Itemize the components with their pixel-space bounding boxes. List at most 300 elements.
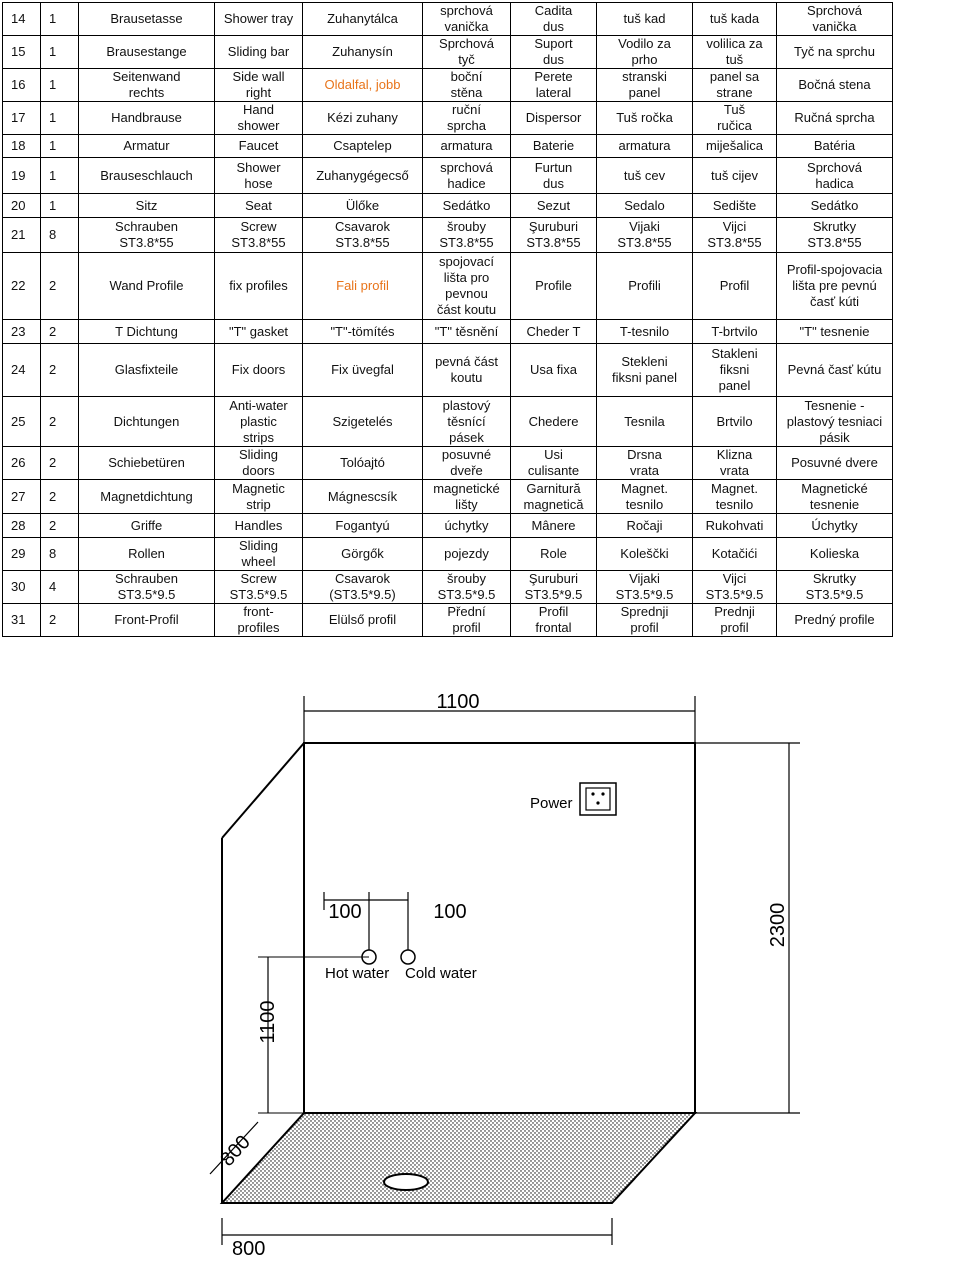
cell-text-line: Şuruburi [528, 219, 579, 234]
cell-text-line: sprcha [446, 118, 487, 133]
table-row [3, 447, 893, 480]
table-cell [597, 480, 693, 514]
cell-text-line: frontal [535, 620, 572, 635]
table-cell [303, 135, 423, 158]
table-cell [777, 253, 893, 320]
cell-text-line: Kotačići [711, 546, 758, 561]
table-cell [597, 135, 693, 158]
cell-text-line: tesnilo [715, 496, 754, 512]
cell-text-line: Dispersor [525, 110, 582, 125]
table-cell [423, 397, 511, 447]
table-cell [79, 102, 215, 135]
cell-text-line: Stekleni [621, 354, 668, 369]
cell-text-line: Shower tray [223, 11, 294, 26]
table-row [3, 320, 893, 344]
cell-text-line: "T" těsnění [434, 323, 499, 339]
cell-text-line: Shower [236, 159, 281, 175]
cell-text-line: Magnet. [621, 480, 668, 496]
cell-text-line: tuš kad [623, 11, 666, 26]
cell-text-line: 18 [11, 138, 26, 153]
cell-text-line: Magnetic [232, 480, 285, 496]
cell-text-line: 2 [49, 413, 57, 429]
table-cell [41, 480, 79, 514]
table-row [3, 135, 893, 158]
table-cell [3, 69, 41, 102]
cell-text-line: 29 [11, 546, 26, 561]
table-cell [597, 253, 693, 320]
cell-text-line: 1 [49, 11, 57, 26]
table-cell [79, 3, 215, 36]
cell-text-line: Fogantyú [335, 517, 390, 533]
table-cell [79, 538, 215, 571]
table-cell [41, 514, 79, 538]
cell-text-line: panel [628, 85, 661, 100]
table-cell [597, 344, 693, 397]
table-cell [777, 604, 893, 637]
table-cell [597, 102, 693, 135]
table-cell [3, 253, 41, 320]
cell-text-line: Ülőke [345, 197, 380, 213]
table-cell [777, 69, 893, 102]
table-cell [693, 135, 777, 158]
cell-text-line: Sedátko [810, 197, 859, 213]
cell-text-line: šrouby [446, 219, 487, 234]
cell-text-line: Drsna [627, 447, 662, 462]
cell-text-line: koutu [450, 370, 483, 385]
table-cell [215, 538, 303, 571]
cell-text-line: plastový tesniaci [786, 413, 883, 429]
cell-text-line: ruční [452, 102, 481, 117]
cell-text-line: ST3.8*55 [231, 235, 286, 250]
cell-text-line: profiles [237, 620, 280, 635]
table-cell [303, 571, 423, 604]
table-cell [423, 158, 511, 194]
table-cell [3, 3, 41, 36]
cell-text-line: 2 [49, 488, 57, 504]
table-cell [423, 514, 511, 538]
cell-text-line: profil [452, 620, 481, 635]
table-cell [3, 194, 41, 218]
cell-text-line: tuš cijev [711, 167, 758, 183]
table-cell [3, 135, 41, 158]
cell-text-line: Vijci [722, 219, 747, 234]
table-cell [41, 447, 79, 480]
cell-text-line: dus [543, 19, 564, 34]
table-cell [303, 194, 423, 218]
cell-text-line: Şuruburi [528, 571, 579, 586]
table-cell [3, 344, 41, 397]
cell-text-line: lišta pre pevnú [792, 278, 877, 293]
table-cell [41, 253, 79, 320]
cell-text-line: ST3.8*55 [707, 235, 762, 250]
cell-text-line: Koleščki [620, 546, 669, 561]
table-cell [597, 571, 693, 604]
cell-text-line: lateral [535, 85, 572, 100]
cell-text-line: armatura [440, 138, 493, 153]
cell-text-line: 2 [49, 278, 57, 293]
cell-text-line: vanička [812, 19, 857, 34]
table-cell [41, 344, 79, 397]
cell-text-line: vrata [720, 463, 749, 478]
cell-text-line: shower [237, 118, 280, 133]
socket-pin [596, 801, 599, 804]
table-cell [3, 538, 41, 571]
cell-text-line: hadica [815, 175, 854, 191]
cell-text-line: 23 [11, 323, 26, 339]
cell-text-line: Usi [544, 447, 563, 462]
cell-text-line: pásik [819, 429, 850, 445]
cell-text-line: tuš [725, 52, 744, 67]
table-cell [511, 69, 597, 102]
cell-text-line: Profil [538, 604, 569, 619]
cell-text-line: Přední [447, 604, 486, 619]
cell-text-line: Sprednji [620, 604, 669, 619]
cell-text-line: časť kúti [810, 294, 859, 309]
cell-text-line: Baterie [532, 138, 575, 153]
table-cell [303, 514, 423, 538]
table-cell [41, 69, 79, 102]
cell-text-line: Zuhanygégecső [316, 167, 409, 183]
cell-text-line: Brtvilo [716, 413, 753, 429]
cell-text-line: 2 [49, 455, 57, 470]
cell-text-line: Cadita [534, 3, 573, 18]
cell-text-line: Sprchová [807, 159, 862, 175]
cell-text-line: T-tesnilo [619, 323, 670, 339]
table-cell [3, 218, 41, 253]
table-cell [303, 36, 423, 69]
table-cell [215, 514, 303, 538]
cell-text-line: Anti-water [229, 397, 288, 413]
table-row [3, 36, 893, 69]
cell-text-line: Sedalo [624, 197, 665, 213]
table-cell [303, 69, 423, 102]
table-cell [215, 135, 303, 158]
table-cell [423, 36, 511, 69]
cell-text-line: 31 [11, 612, 26, 627]
cell-text-line: Zuhanytálca [327, 11, 398, 26]
cell-text-line: dus [543, 52, 564, 67]
table-cell [423, 571, 511, 604]
cell-text-line: Cheder T [526, 323, 581, 339]
cell-text-line: ST3.5*9.5 [615, 587, 674, 602]
table-cell [41, 604, 79, 637]
table-cell [777, 571, 893, 604]
table-row [3, 604, 893, 637]
cell-text-line: ST3.5*9.5 [524, 587, 583, 602]
table-cell [215, 69, 303, 102]
table-cell [597, 3, 693, 36]
table-cell [79, 194, 215, 218]
table-cell [511, 447, 597, 480]
cell-text-line: Seitenwand [112, 69, 181, 84]
cell-text-line: Brauseschlauch [100, 167, 193, 183]
table-cell [693, 571, 777, 604]
table-cell [303, 102, 423, 135]
table-cell [41, 538, 79, 571]
table-row [3, 344, 893, 397]
table-cell [215, 320, 303, 344]
cell-text-line: Schrauben [115, 571, 178, 586]
cell-text-line: pevnou [445, 286, 488, 301]
table-cell [693, 36, 777, 69]
cell-text-line: ST3.5*9.5 [805, 587, 864, 602]
cell-text-line: profil [720, 620, 749, 635]
cell-text-line: stěna [450, 85, 483, 100]
cell-text-line: Front-Profil [114, 612, 179, 627]
table-cell [511, 514, 597, 538]
table-cell [3, 604, 41, 637]
table-cell [693, 514, 777, 538]
cell-text-line: Role [540, 546, 567, 561]
table-cell [693, 320, 777, 344]
cell-text-line: Profil-spojovacia [786, 262, 883, 277]
cell-text-line: ST3.8*55 [526, 235, 581, 250]
table-cell [3, 158, 41, 194]
inlet-height-label: 1100 [257, 1000, 279, 1044]
table-cell [777, 158, 893, 194]
cell-text-line: strips [242, 429, 275, 445]
cell-text-line: T Dichtung [115, 323, 178, 339]
table-cell [41, 218, 79, 253]
cell-text-line: volilica za [706, 36, 763, 51]
table-cell [79, 158, 215, 194]
cell-text-line: Sliding [238, 538, 279, 553]
table-cell [693, 538, 777, 571]
table-cell [41, 397, 79, 447]
cell-text-line: plastový [442, 397, 491, 413]
cell-text-line: Pevná časť kútu [787, 362, 882, 377]
cell-text-line: tuš cev [623, 167, 666, 183]
table-cell [79, 447, 215, 480]
cold-water-label: Cold water [405, 965, 477, 982]
table-cell [79, 320, 215, 344]
cell-text-line: Prednji [714, 604, 755, 619]
table-cell [3, 480, 41, 514]
cell-text-line: ST3.8*55 [439, 235, 494, 250]
cell-text-line: dus [543, 175, 564, 191]
cell-text-line: Sprchová [807, 3, 862, 18]
cell-text-line: Skrutky [812, 571, 857, 586]
table-cell [693, 253, 777, 320]
table-cell [511, 36, 597, 69]
cell-text-line: Elülső profil [328, 612, 397, 627]
cell-text-line: Kolieska [809, 546, 860, 561]
table-cell [215, 36, 303, 69]
cell-text-line: "T"-tömítés [330, 323, 395, 339]
cell-text-line: 22 [11, 278, 26, 293]
parts-translation-table [2, 2, 893, 637]
table-cell [511, 538, 597, 571]
table-cell [303, 344, 423, 397]
cell-text-line: spojovací [439, 254, 494, 269]
cell-text-line: (ST3.5*9.5) [329, 587, 396, 602]
cell-text-line: Dichtungen [113, 413, 180, 429]
table-cell [41, 571, 79, 604]
table-cell [597, 514, 693, 538]
table-cell [3, 571, 41, 604]
cell-text-line: 1 [49, 138, 57, 153]
cell-text-line: Csavarok [335, 571, 390, 586]
cell-text-line: šrouby [446, 571, 487, 586]
table-cell [693, 158, 777, 194]
table-cell [597, 320, 693, 344]
cell-text-line: Magnetické [801, 480, 868, 496]
table-cell [511, 102, 597, 135]
table-cell [423, 218, 511, 253]
cell-text-line: Usa fixa [530, 362, 577, 377]
table-cell [215, 480, 303, 514]
cell-text-line: Handles [234, 517, 283, 533]
table-cell [423, 135, 511, 158]
cell-text-line: Klizna [716, 447, 753, 462]
table-cell [215, 3, 303, 36]
table-cell [423, 538, 511, 571]
cell-text-line: Schiebetüren [108, 455, 185, 470]
table-cell [215, 218, 303, 253]
table-cell [423, 194, 511, 218]
cell-text-line: magnetică [523, 496, 584, 512]
table-cell [303, 604, 423, 637]
cell-text-line: "T" gasket [228, 323, 289, 339]
cell-text-line: miješalica [705, 138, 764, 153]
cell-text-line: Griffe [130, 517, 163, 533]
table-cell [3, 320, 41, 344]
table-cell [777, 447, 893, 480]
cell-text-line: Tesnila [624, 413, 665, 429]
cell-text-line: 2 [49, 517, 57, 533]
cell-text-line: Görgők [341, 546, 384, 561]
cell-text-line: ST3.8*55 [617, 235, 672, 250]
table-cell [215, 344, 303, 397]
table-cell [511, 194, 597, 218]
cell-text-line: Seat [245, 197, 272, 213]
table-cell [303, 447, 423, 480]
cell-text-line: 17 [11, 110, 26, 125]
table-cell [423, 69, 511, 102]
shower-installation-diagram [0, 670, 960, 1261]
cell-text-line: 1 [49, 77, 57, 92]
cell-text-line: fix profiles [229, 278, 288, 293]
tray-width-label: 800 [232, 1238, 266, 1260]
cell-text-line: Rollen [128, 546, 165, 561]
cell-text-line: 1 [49, 44, 57, 59]
table-cell [3, 514, 41, 538]
cell-text-line: Stakleni [711, 346, 758, 361]
table-cell [597, 447, 693, 480]
cell-text-line: strip [246, 496, 271, 512]
cell-text-line: Predný profile [794, 612, 875, 627]
width-dimension-label: 1100 [436, 691, 480, 713]
table-cell [41, 3, 79, 36]
table-cell [215, 397, 303, 447]
cell-text-line: doors [242, 463, 275, 478]
table-cell [303, 320, 423, 344]
table-cell [511, 604, 597, 637]
table-row [3, 69, 893, 102]
cell-text-line: pásek [449, 429, 484, 445]
cell-text-line: ST3.8*55 [335, 235, 390, 250]
socket-pin [591, 792, 594, 795]
left-wall-top-edge [222, 743, 304, 838]
cell-text-line: Wand Profile [109, 278, 184, 293]
cell-text-line: 28 [11, 517, 26, 533]
parts-table-body [3, 3, 893, 637]
cell-text-line: Vijaki [629, 219, 660, 234]
cell-text-line: 24 [11, 362, 26, 377]
cell-text-line: Csavarok [335, 219, 390, 234]
table-cell [777, 344, 893, 397]
table-cell [215, 447, 303, 480]
cell-text-line: Garnitură [526, 480, 581, 496]
table-cell [3, 447, 41, 480]
cell-text-line: Batéria [813, 138, 856, 153]
cell-text-line: ST3.8*55 [807, 235, 862, 250]
cell-text-line: Handbrause [111, 110, 182, 125]
table-cell [511, 397, 597, 447]
cell-text-line: Armatur [123, 138, 170, 153]
table-row [3, 158, 893, 194]
cell-text-line: Posuvné dvere [791, 455, 878, 470]
table-cell [423, 3, 511, 36]
table-cell [79, 480, 215, 514]
table-cell [79, 514, 215, 538]
table-cell [693, 344, 777, 397]
cell-text-line: Sliding bar [227, 44, 290, 59]
cell-text-line: front- [243, 604, 274, 619]
cell-text-line: profil [630, 620, 659, 635]
cell-text-line: boční [450, 69, 483, 84]
table-cell [215, 604, 303, 637]
cell-text-line: 1 [49, 110, 57, 125]
cell-text-line: Furtun [534, 159, 573, 175]
table-cell [511, 135, 597, 158]
cell-text-line: Sezut [536, 197, 571, 213]
cell-text-line: Perete [534, 69, 573, 84]
cell-text-line: tyč [458, 52, 475, 67]
table-cell [423, 344, 511, 397]
table-row [3, 514, 893, 538]
table-cell [303, 397, 423, 447]
table-cell [511, 3, 597, 36]
cell-text-line: pevná část [435, 354, 498, 369]
cell-text-line: ST3.5*9.5 [437, 587, 496, 602]
table-cell [693, 218, 777, 253]
power-label: Power [530, 795, 573, 812]
cell-text-line: 20 [11, 197, 26, 213]
cell-text-line: 16 [11, 77, 26, 92]
table-cell [303, 158, 423, 194]
table-row [3, 253, 893, 320]
cell-text-line: wheel [241, 554, 276, 569]
table-cell [511, 158, 597, 194]
cell-text-line: 14 [11, 11, 26, 26]
cell-text-line: 4 [49, 579, 57, 594]
cell-text-line: část koutu [436, 302, 497, 317]
table-cell [597, 36, 693, 69]
cell-text-line: Magnetdichtung [100, 488, 193, 504]
cell-text-line: Szigetelés [332, 413, 393, 429]
table-cell [79, 36, 215, 69]
cell-text-line: Mânere [531, 517, 576, 533]
cell-text-line: panel sa [709, 69, 760, 84]
table-cell [511, 571, 597, 604]
table-cell [79, 604, 215, 637]
cell-text-line: Sitz [135, 197, 158, 213]
table-cell [777, 194, 893, 218]
cell-text-line: Chedere [528, 413, 579, 429]
table-cell [79, 253, 215, 320]
table-cell [215, 194, 303, 218]
